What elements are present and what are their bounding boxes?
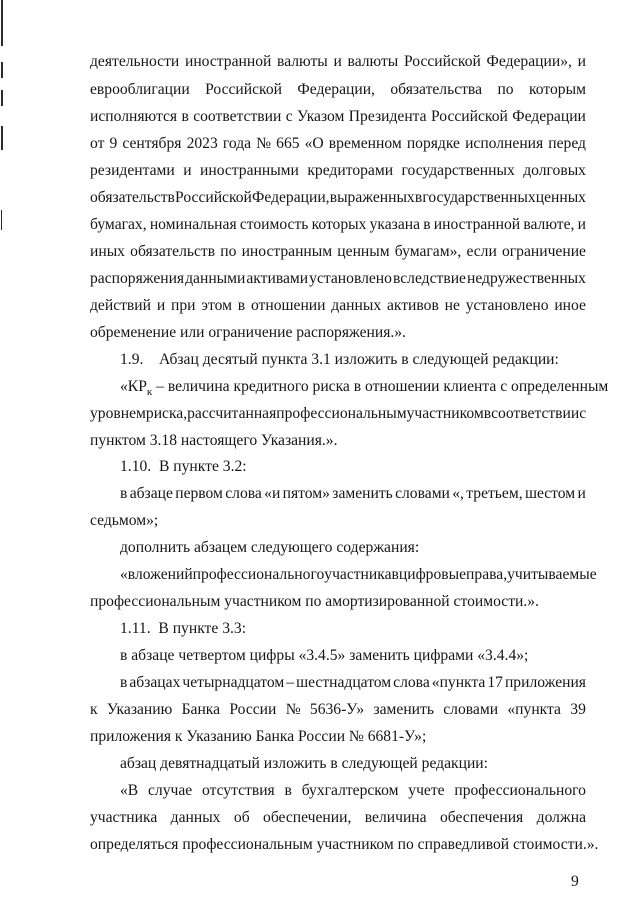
scan-mark	[1, 210, 2, 230]
text-line: в абзацах четырнадцатом – шестнадцатом слова «пункта 17 приложения	[120, 674, 586, 691]
text-line	[120, 779, 586, 802]
word: данных	[170, 809, 221, 826]
scan-mark	[1, 126, 3, 150]
text-line: обременение или ограничение распоряжения.».	[90, 324, 406, 341]
text-line: «вложений профессионального участника в цифровые права, учитываемые	[120, 566, 597, 583]
word: профессионального	[454, 782, 586, 799]
word: величина	[364, 809, 427, 826]
scan-mark	[1, 0, 3, 46]
text-line: профессиональным участником по амортизированной стоимости.».	[90, 593, 539, 610]
text-line: исполняются в соответствии с Указом Президента Российской Федерации	[90, 108, 586, 125]
word: обеспечении,	[263, 809, 352, 826]
scan-mark	[1, 62, 3, 78]
text-line: в абзаце первом слова «и пятом» заменить словами «, третьем, шестом и	[120, 485, 586, 502]
clause-heading: 1.10. В пункте 3.2:	[120, 458, 247, 475]
text-line: обязательств Российской Федерации, выраженных в государственных ценных	[90, 189, 586, 206]
word: определяться профессиональным участником по справедливой стоимости.».	[90, 836, 599, 853]
word: абзац девятнадцатый изложить в следующей редакции:	[120, 755, 488, 772]
text-line: уровнем риска, рассчитанная профессиональным участником в соответствии с	[90, 405, 587, 422]
text-line: в абзаце четвертом цифры «3.4.5» заменить цифрами «3.4.4»;	[120, 647, 529, 664]
word: «В	[120, 782, 139, 799]
word: бухгалтерском	[301, 782, 399, 799]
text-line: от 9 сентября 2023 года № 665 «О временном порядке исполнения перед	[90, 135, 586, 152]
page-number: 9	[571, 873, 579, 890]
text-line: распоряжения данными активами установлено вследствие недружественных	[90, 270, 586, 287]
word: случае	[148, 782, 193, 799]
word: отсутствия	[201, 782, 275, 799]
text-line	[90, 833, 640, 856]
text-line: к Указанию Банка России № 5636-У» заменить словами «пункта 39	[90, 701, 586, 718]
clause-heading: 1.11. В пункте 3.3:	[120, 620, 247, 637]
word: обеспечения	[439, 809, 524, 826]
word: в	[284, 782, 292, 799]
text-line	[90, 806, 586, 829]
word: должна	[536, 809, 586, 826]
text-line: приложения к Указанию Банка России № 6681-У»;	[90, 728, 427, 745]
word: об	[233, 809, 250, 826]
text-line: бумагах, номинальная стоимость которых указана в иностранной валюте, и	[90, 216, 586, 233]
scan-mark	[1, 90, 3, 106]
text-line: седьмом»;	[90, 512, 159, 529]
text-line: иных обязательств по иностранным ценным бумагам», если ограничение	[90, 243, 586, 260]
text-line: действий и при этом в отношении данных активов не установлено иное	[90, 297, 586, 314]
word: участника	[90, 809, 158, 826]
text-line: еврооблигации Российской Федерации, обязательства по которым	[90, 81, 586, 98]
text-line: «$КР_к$ – величина кредитного риска в отношении клиента с определенным	[120, 378, 609, 399]
text-line: пунктом 3.18 настоящего Указания.».	[90, 432, 338, 449]
text-line	[120, 752, 640, 775]
clause-heading: 1.9. Абзац десятый пункта 3.1 изложить в следующей редакции:	[120, 351, 559, 368]
text-line: деятельности иностранной валюты и валюты Российской Федерации», и	[90, 53, 586, 70]
word: учете	[408, 782, 445, 799]
text-line: резидентами и иностранными кредиторами государственных долговых	[90, 162, 586, 179]
text-line: дополнить абзацем следующего содержания:	[120, 539, 420, 556]
